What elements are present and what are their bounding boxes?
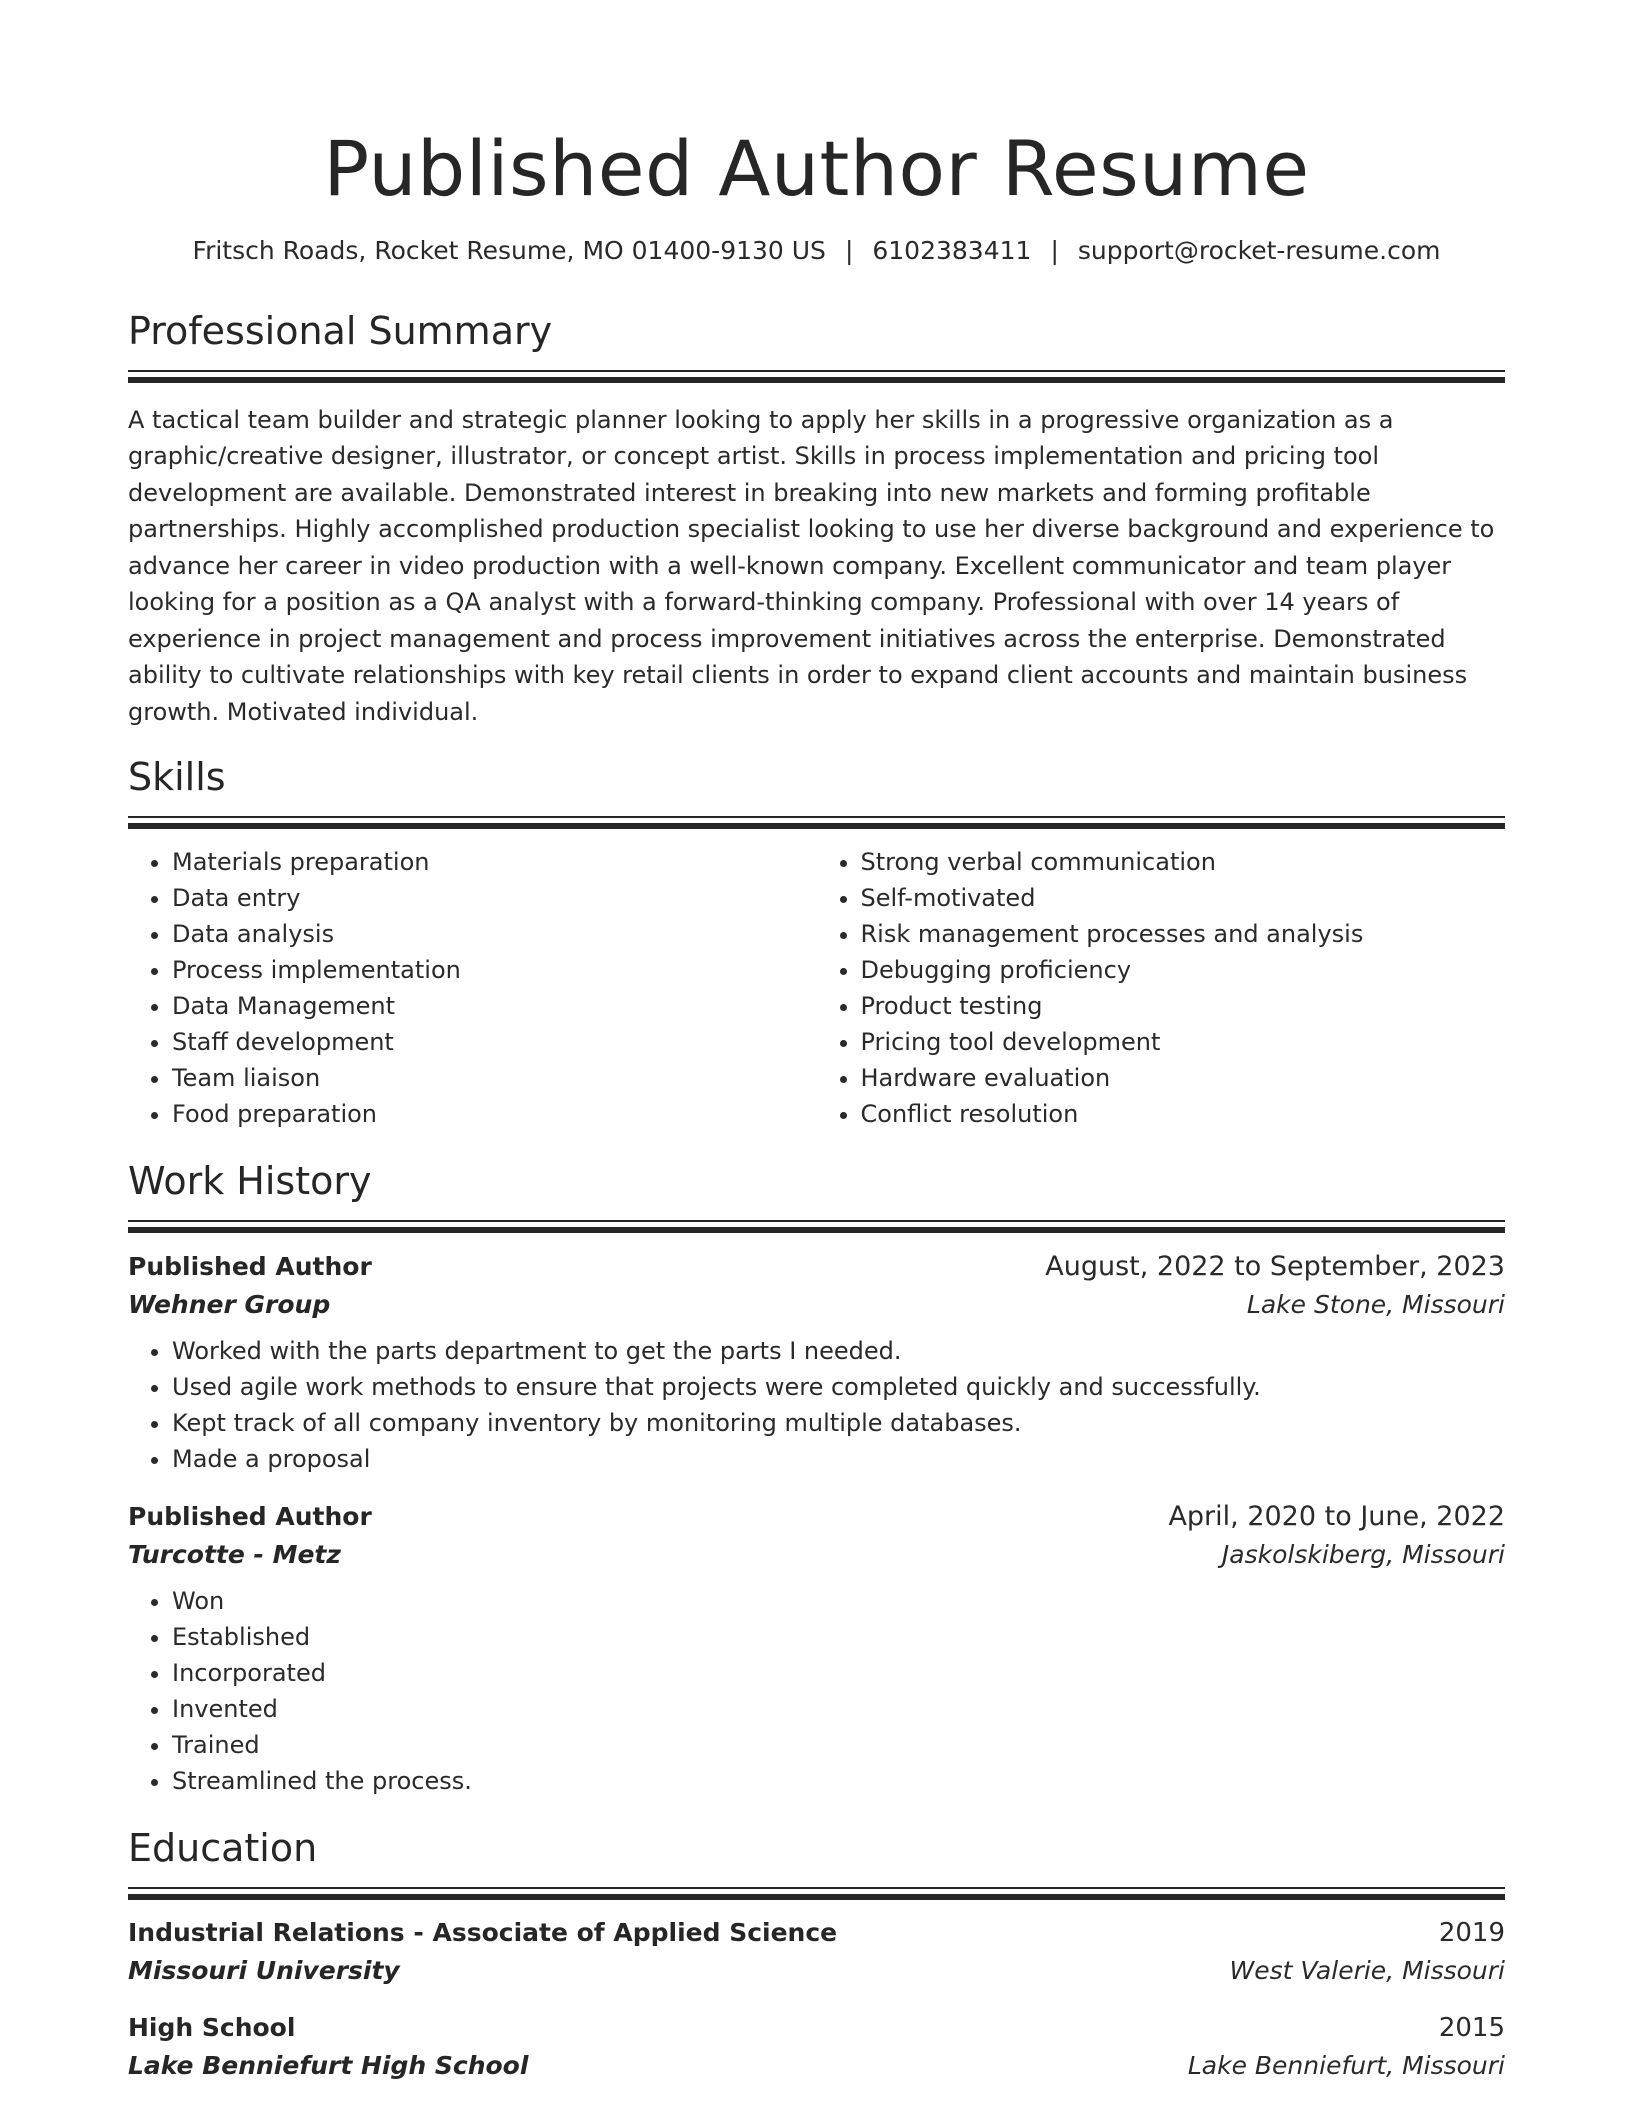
education-school: Lake Benniefurt High School — [128, 2051, 529, 2080]
summary-section — [128, 308, 1505, 731]
contact-address: Fritsch Roads, Rocket Resume, MO 01400-9130 US — [192, 236, 826, 265]
job-subheader — [128, 1540, 1505, 1569]
duty-item: • Kept track of all company inventory by monitoring multiple databases. — [172, 1405, 1505, 1441]
duty-item: • Used agile work methods to ensure that projects were completed quickly and successfully. — [172, 1369, 1505, 1405]
section-divider — [128, 370, 1505, 383]
job-location: Jaskolskiberg, Missouri — [1221, 1540, 1505, 1569]
skill-item: • Data entry — [172, 880, 817, 916]
job-title: Published Author — [128, 1502, 372, 1531]
skills-list-left — [128, 844, 817, 1132]
job-entry — [128, 1501, 1505, 1799]
duty-item: • Incorporated — [172, 1655, 1505, 1691]
job-entry — [128, 1251, 1505, 1477]
education-heading: Education — [128, 1826, 318, 1870]
education-entry — [128, 1918, 1505, 1985]
job-location: Lake Stone, Missouri — [1246, 1290, 1505, 1319]
education-header — [128, 2013, 1505, 2043]
duty-item: • Streamlined the process. — [172, 1763, 1505, 1799]
education-location: West Valerie, Missouri — [1229, 1956, 1505, 1985]
education-year: 2019 — [1438, 1918, 1505, 1948]
skills-grid — [128, 844, 1505, 1132]
job-subheader — [128, 1290, 1505, 1319]
education-year: 2015 — [1438, 2013, 1505, 2043]
skill-item: • Data analysis — [172, 916, 817, 952]
skill-item: • Staff development — [172, 1024, 817, 1060]
skill-item: • Materials preparation — [172, 844, 817, 880]
education-school: Missouri University — [128, 1956, 400, 1985]
skill-item: • Hardware evaluation — [861, 1060, 1506, 1096]
contact-line — [128, 235, 1505, 268]
job-header — [128, 1251, 1505, 1282]
skill-item: • Product testing — [861, 988, 1506, 1024]
education-subheader — [128, 2051, 1505, 2080]
education-degree: High School — [128, 2013, 296, 2042]
skills-section — [128, 755, 1505, 1132]
summary-text: A tactical team builder and strategic planner looking to apply her skills in a progressive organization as a graphic/creative designer, illustrator, or concept artist. Skills in process implementation and pricing tool development are available. Demonstrated interest in breaking into new markets and forming profitable partnerships. Highly accomplished production specialist looking to use her diverse background and experience to advance her career in video production with a well-known company. Excellent communicator and team player looking for a position as a QA analyst with a forward-thinking company. Professional with over 14 years of experience in project management and process improvement initiatives across the enterprise. Demonstrated ability to cultivate relationships with key retail clients in order to expand client accounts and maintain business growth. Motivated individual. — [128, 405, 1495, 726]
job-dates: August, 2022 to September, 2023 — [1045, 1251, 1505, 1282]
education-subheader — [128, 1956, 1505, 1985]
resume-title: Published Author Resume — [323, 124, 1310, 213]
skills-heading: Skills — [128, 755, 226, 799]
summary-heading: Professional Summary — [128, 308, 553, 353]
duty-item: • Worked with the parts department to get the parts I needed. — [172, 1333, 1505, 1369]
skills-list-right — [817, 844, 1506, 1132]
contact-email: support@rocket-resume.com — [1077, 236, 1441, 265]
skill-item: • Process implementation — [172, 952, 817, 988]
duty-item: • Invented — [172, 1691, 1505, 1727]
job-company: Turcotte - Metz — [128, 1540, 341, 1569]
education-degree: Industrial Relations - Associate of Applied Science — [128, 1918, 838, 1947]
skill-item: • Strong verbal communication — [861, 844, 1506, 880]
skill-item: • Risk management processes and analysis — [861, 916, 1506, 952]
duty-item: • Won — [172, 1583, 1505, 1619]
duty-item: • Trained — [172, 1727, 1505, 1763]
contact-separator: | — [1050, 236, 1059, 265]
job-header — [128, 1501, 1505, 1532]
education-entry — [128, 2013, 1505, 2080]
education-section — [128, 1826, 1505, 2080]
education-location: Lake Benniefurt, Missouri — [1187, 2051, 1505, 2080]
section-divider — [128, 1887, 1505, 1900]
job-dates: April, 2020 to June, 2022 — [1168, 1501, 1505, 1532]
skill-item: • Debugging proficiency — [861, 952, 1506, 988]
duty-item: • Established — [172, 1619, 1505, 1655]
section-divider — [128, 1220, 1505, 1233]
contact-separator: | — [844, 236, 854, 265]
work-heading: Work History — [128, 1159, 372, 1203]
job-duties — [128, 1333, 1505, 1477]
education-header — [128, 1918, 1505, 1948]
duty-item: • Made a proposal — [172, 1441, 1505, 1477]
work-section — [128, 1159, 1505, 1799]
skill-item: • Data Management — [172, 988, 817, 1024]
contact-phone: 6102383411 — [872, 236, 1032, 265]
skill-item: • Conflict resolution — [861, 1096, 1506, 1132]
skill-item: • Pricing tool development — [861, 1024, 1506, 1060]
job-duties — [128, 1583, 1505, 1799]
skill-item: • Self-motivated — [861, 880, 1506, 916]
job-title: Published Author — [128, 1252, 372, 1281]
section-divider — [128, 816, 1505, 829]
skill-item: • Team liaison — [172, 1060, 817, 1096]
job-company: Wehner Group — [128, 1290, 331, 1319]
skill-item: • Food preparation — [172, 1096, 817, 1132]
